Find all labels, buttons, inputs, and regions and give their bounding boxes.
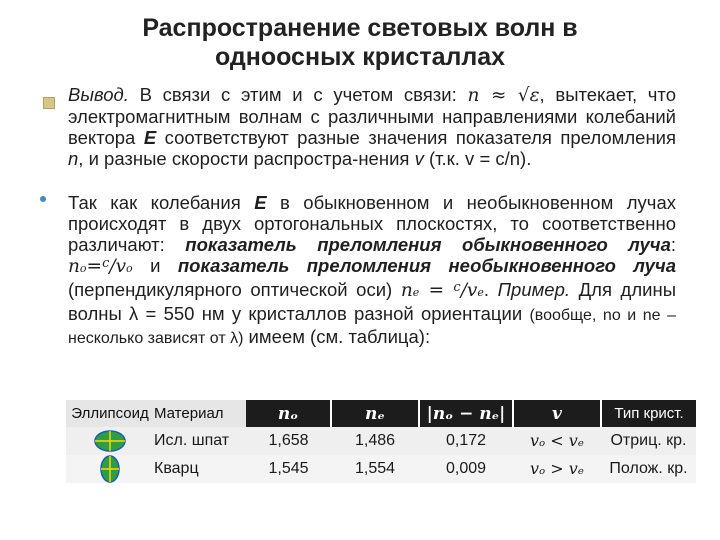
header-no-text: nₒ: [277, 403, 299, 424]
text-span: .: [483, 279, 490, 300]
type-cell: Полож. кр.: [601, 455, 696, 483]
paragraph-refraction: [68, 192, 676, 349]
ellipsoid-oblate-icon: [93, 428, 127, 454]
formula-ne: [401, 280, 484, 301]
v-cell: [513, 455, 601, 483]
text-span: Так как колебания: [68, 192, 255, 213]
text-span: :: [670, 234, 677, 255]
formula-n-eps: n ≈ √ε: [467, 85, 540, 106]
table-header-row: [66, 400, 696, 427]
header-ne-text: nₑ: [365, 403, 385, 424]
paragraph-conclusion: [68, 84, 676, 169]
square-bullet-icon: [43, 97, 55, 109]
table-row: [66, 427, 696, 455]
header-no: [246, 400, 331, 427]
f-part: =: [419, 280, 454, 301]
f-part: c: [453, 280, 461, 295]
header-ellipsoid: Эллипсоид: [66, 400, 154, 427]
text-span: , и разные скорости распростра-нения: [78, 148, 415, 169]
text-span: (т.к. v = c/n).: [423, 148, 532, 169]
table-row: [66, 455, 696, 483]
example-note: (вообще, nо и nе – несколько зависят от λ): [68, 307, 676, 347]
no-cell: 1,658: [246, 427, 331, 455]
slide-title: [60, 14, 660, 72]
v-cell-text: vₒ < vₑ: [529, 431, 584, 450]
header-ne: [331, 400, 419, 427]
text-span: соответствуют разные значения показателя преломления: [156, 127, 677, 148]
f-part: n: [68, 256, 80, 277]
text-span: В связи с этим и с учетом связи:: [128, 84, 468, 105]
ne-cell: 1,554: [331, 455, 419, 483]
v-cell: [513, 427, 601, 455]
f-part: c: [102, 256, 110, 271]
header-type: Тип крист.: [601, 400, 696, 427]
f-part: o: [126, 262, 133, 275]
header-v: [513, 400, 601, 427]
ellipsoid-cell: [66, 427, 154, 455]
text-span: и: [132, 255, 178, 276]
f-part: =: [86, 256, 103, 277]
f-part: o: [79, 262, 87, 275]
ellipsoid-cell: [66, 455, 154, 483]
symbol-n: n: [68, 148, 79, 169]
header-material: Материал: [154, 400, 246, 427]
f-part: n: [400, 280, 413, 301]
ordinary-index-term: показатель преломления обыкновенного луча: [185, 234, 671, 255]
diff-cell: 0,009: [419, 455, 513, 483]
example-label: Пример.: [497, 279, 571, 300]
v-cell-text: vₒ > vₑ: [529, 459, 584, 478]
title-line-2: одноосных кристаллах: [214, 43, 506, 71]
diff-cell: 0,172: [419, 427, 513, 455]
ellipsoid-prolate-icon: [97, 455, 123, 483]
f-part: /v: [460, 280, 478, 301]
material-cell: Кварц: [154, 455, 246, 483]
vector-E-2: E: [254, 192, 267, 213]
header-diff: [419, 400, 513, 427]
extraordinary-index-term: показатель преломления необыкновенного луча: [177, 255, 676, 276]
formula-no: [68, 256, 133, 277]
ne-cell: 1,486: [331, 427, 419, 455]
no-cell: 1,545: [246, 455, 331, 483]
f-part: e: [477, 286, 484, 299]
header-v-text: v: [552, 403, 562, 424]
text-span: (перпендикулярного оптической оси): [68, 279, 401, 300]
crystals-table: [66, 400, 696, 483]
symbol-v: v: [414, 148, 424, 169]
f-part: e: [412, 286, 420, 299]
material-cell: Исл. шпат: [154, 427, 246, 455]
header-diff-text: |nₒ − nₑ|: [426, 403, 506, 424]
text-span: в обыкновенном и необыкновенном лучах происходят в двух ортогональных плоскостях, то соответственно различают:: [68, 192, 676, 255]
text-span: имеем (см. таблица):: [243, 326, 431, 347]
conclusion-label: Вывод.: [68, 84, 129, 105]
title-line-1: Распространение световых волн в: [142, 14, 578, 42]
round-bullet-icon: [40, 196, 46, 202]
vector-E: E: [143, 127, 157, 148]
f-part: /v: [109, 256, 127, 277]
text-span: Для длины волны λ = 550 нм у кристаллов разной ориентации: [68, 279, 676, 324]
text-span: , вытекает, что электромагнитным волнам с различными направлениями колебаний вектора: [68, 84, 676, 148]
type-cell: Отриц. кр.: [601, 427, 696, 455]
